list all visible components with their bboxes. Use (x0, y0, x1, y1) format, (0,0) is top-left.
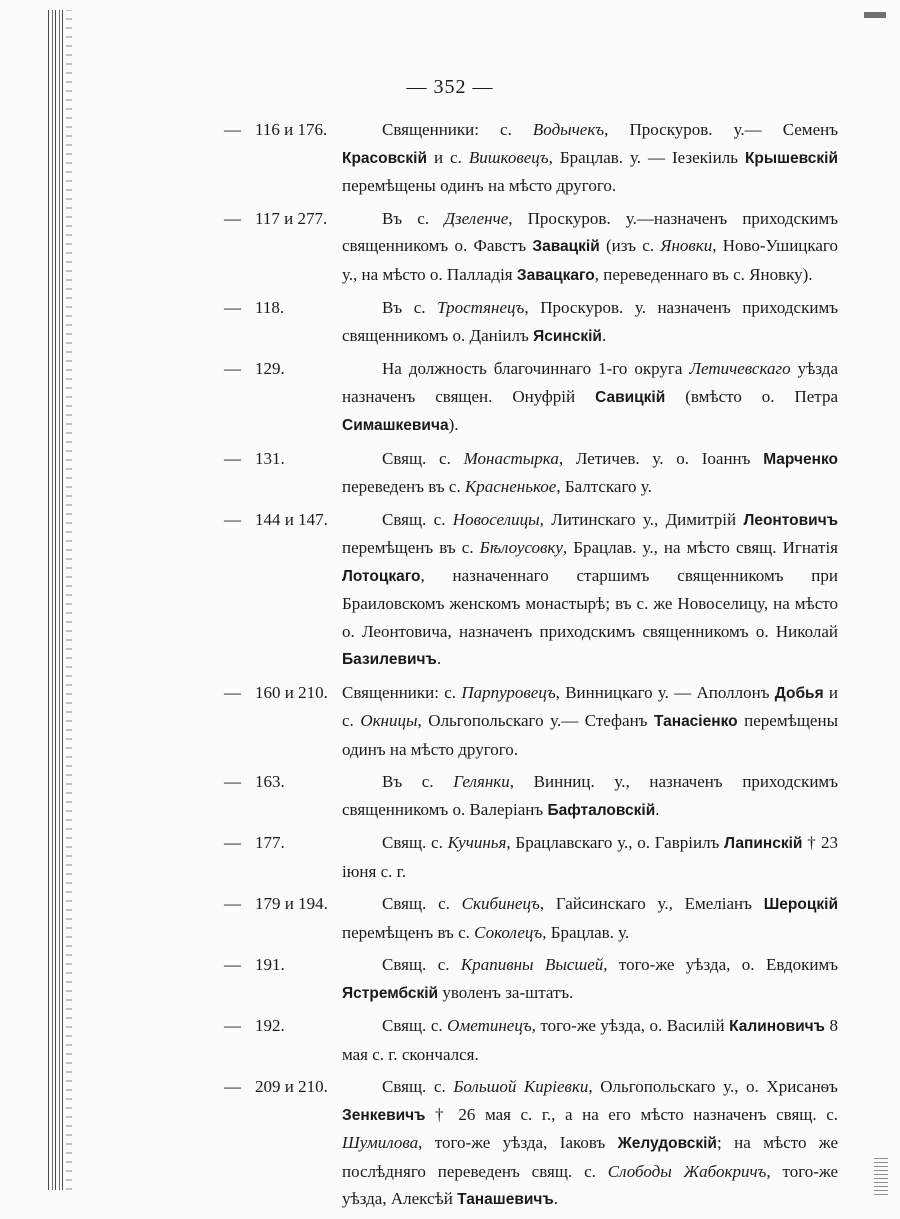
entry-number: 144 и 147. (255, 509, 328, 529)
text-segment: , Проскуров. у.— Семенъ (604, 120, 838, 139)
text-segment: Свящ. с. (382, 1016, 448, 1035)
text-segment: , Винниц. у., назначенъ приходскимъ священникомъ о. Валеріанъ (342, 772, 838, 819)
place-name: Гелянки (453, 772, 510, 791)
place-name: Яновки (660, 236, 713, 255)
entry-dash: — (224, 208, 241, 228)
entry (0, 205, 900, 290)
place-name: Крапивны Высшей (460, 955, 604, 974)
text-segment: , Брацлавскаго у., о. Гавріилъ (506, 833, 725, 852)
text-segment: , Летичев. у. о. Іоаннъ (558, 448, 764, 468)
entry-dash: — (224, 1077, 241, 1096)
surname: Красовскій (342, 149, 427, 167)
entry-number: 192. (255, 1016, 285, 1035)
entry-dash: — (224, 509, 241, 529)
text-segment: , того-же уѣзда, Алексѣй (342, 1161, 839, 1208)
surname: Леонтовичъ (743, 511, 838, 529)
surname: Желудовскій (617, 1135, 717, 1152)
surname: Танасіенко (654, 713, 738, 730)
text-segment: , Ново-Ушицкаго у., на мѣсто о. Палладія (342, 236, 838, 284)
entry (0, 890, 900, 946)
entry-text (342, 829, 838, 885)
place-name: Монастырка (463, 448, 559, 468)
entry (0, 951, 900, 1007)
text-segment: , того-же уѣзда, Іаковъ (418, 1133, 618, 1152)
place-name: Красненькое (464, 477, 557, 496)
place-name: Парпуровецъ (461, 682, 556, 702)
place-name: Кучинья (447, 833, 507, 852)
page-number: — 352 — (406, 76, 494, 98)
surname: Лотоцкаго (342, 567, 421, 585)
text-segment: Свящ. с. (382, 509, 453, 529)
entry-number: 118. (255, 298, 285, 317)
place-name: Соколецъ (474, 922, 543, 942)
entry (0, 116, 900, 200)
place-name: Новоселицы (452, 509, 540, 529)
surname: Ясинскій (533, 327, 602, 345)
place-name: Большой Кирiевки (453, 1077, 589, 1096)
text-segment: † 26 мая с. г., а на его мѣсто назначенъ свящ. с. (425, 1104, 838, 1124)
text-segment: уѣзда назначенъ священ. Онуфрій (342, 359, 838, 406)
text-segment: ; на мѣсто же послѣдняго переведенъ свящ. с. (342, 1133, 839, 1181)
text-segment: перемѣщены одинъ на мѣсто другого. (342, 176, 617, 195)
surname: Калиновичъ (729, 1018, 825, 1035)
entry-number: 179 и 194. (255, 894, 328, 913)
entry-number: 177. (255, 833, 285, 852)
text-segment: Свящ. с. (382, 955, 461, 974)
text-segment: (изъ с. (599, 236, 661, 255)
text-segment: перемѣщенъ въ с. (342, 922, 475, 942)
entry-text (342, 951, 838, 1007)
text-segment: , переведеннаго въ с. Яновку). (594, 264, 813, 284)
entry-text (342, 205, 838, 290)
text-segment: уволенъ за-штатъ. (438, 982, 574, 1002)
text-segment: Въ с. (382, 298, 438, 317)
text-segment: 8 мая с. г. скончался. (342, 1016, 838, 1064)
text-segment: , Проскуров. у. назначенъ приходскимъ священникомъ о. Даніилъ (342, 298, 838, 345)
text-segment: , Ольгопольскаго у.— Стефанъ (417, 711, 654, 730)
entry-number: 117 и 277. (255, 208, 328, 228)
text-segment: , Брацлав. у. — Іезекіиль (548, 147, 745, 167)
entry-text (342, 890, 838, 946)
text-segment: Священники: с. (342, 682, 462, 702)
entry-dash: — (224, 682, 241, 702)
entry (0, 1073, 900, 1214)
text-segment: . (655, 799, 660, 819)
entry-dash: — (224, 833, 241, 852)
text-segment: . (436, 649, 442, 668)
scan-mark (864, 12, 886, 18)
entry-text (342, 294, 838, 350)
surname: Лапинскій (724, 835, 803, 852)
entry (0, 1012, 900, 1068)
entry-number: 131. (255, 448, 285, 468)
place-name: Слободы Жабокричъ (607, 1161, 767, 1181)
text-segment: ). (448, 415, 459, 434)
entry-text (342, 1073, 838, 1214)
text-segment: , Литинскаго у., Димитрій (539, 509, 744, 529)
surname: Савицкій (595, 388, 666, 406)
surname: Зенкевичъ (342, 1106, 426, 1124)
entries-list (0, 116, 900, 1219)
surname: Бафталовскій (547, 801, 656, 819)
text-segment: Свящ. с. (382, 894, 462, 913)
entry-dash: — (224, 359, 241, 378)
entry-dash: — (224, 955, 241, 974)
place-name: Тростянецъ (437, 298, 525, 317)
entry-dash: — (224, 120, 241, 139)
text-segment: , Гайсинскаго у., Емеліанъ (539, 894, 764, 913)
text-segment: . (601, 325, 607, 345)
surname: Завацкаго (516, 266, 595, 284)
surname: Базилевичъ (342, 651, 437, 668)
entry (0, 829, 900, 885)
text-segment: На должность благочиннаго 1-го округа (382, 359, 690, 378)
text-segment: (вмѣсто о. Петра (665, 386, 838, 406)
surname: Шероцкій (763, 896, 838, 913)
text-segment: , назначеннаго старшимъ священникомъ при Браиловскомъ женскомъ монастырѣ; въ с. же Новоселицу, на мѣсто о. Леонтовича, назначенъ приходскимъ священникомъ о. Николай (342, 565, 838, 641)
entry-text (342, 768, 838, 824)
entry-number: 116 и 176. (255, 120, 328, 139)
entry (0, 445, 900, 501)
place-name: Бѣлоусовку (479, 538, 563, 557)
surname: Крышевскій (744, 149, 838, 167)
place-name: Летичевскаго (689, 359, 791, 378)
entry-text (342, 506, 838, 674)
text-segment: и с. (427, 147, 469, 167)
entry-text (342, 1012, 838, 1068)
text-segment: , того-же уѣзда, о. Василій (531, 1016, 730, 1035)
place-name: Ометинецъ (447, 1016, 532, 1035)
place-name: Водычекъ (532, 120, 605, 139)
text-segment: , Брацлав. у. (542, 922, 630, 942)
text-segment: Въ с. (382, 772, 454, 791)
entry (0, 506, 900, 674)
text-segment: переведенъ въ с. (342, 477, 465, 496)
place-name: Шумилова (342, 1133, 419, 1152)
text-segment: , Ольгопольскаго у., о. Хрисанѳъ (588, 1077, 838, 1096)
text-segment: перемѣщены одинъ на мѣсто другого. (342, 711, 838, 759)
surname: Марченко (763, 450, 838, 468)
text-segment: Свящ. с. (382, 833, 448, 852)
entry-dash: — (224, 894, 241, 913)
entry-number: 160 и 210. (255, 682, 328, 702)
text-segment: перемѣщенъ въ с. (342, 538, 480, 557)
entry-text (342, 355, 838, 440)
text-segment: Священники: с. (382, 120, 533, 139)
text-segment: , Брацлав. у., на мѣсто свящ. Игнатія (562, 538, 838, 557)
text-segment: Въ с. (382, 208, 445, 228)
entry-number: 191. (255, 955, 285, 974)
place-name: Окницы (360, 711, 418, 730)
entry-dash: — (224, 1016, 241, 1035)
place-name: Вишковецъ (468, 147, 549, 167)
entry (0, 679, 900, 764)
entry (0, 355, 900, 440)
text-segment: , того-же уѣзда, о. Евдокимъ (603, 955, 838, 974)
surname: Танашевичъ (457, 1191, 554, 1208)
surname: Завацкій (532, 238, 600, 255)
entry-text (342, 445, 838, 501)
entry (0, 768, 900, 824)
text-segment: Свящ. с. (382, 448, 464, 468)
entry-number: 209 и 210. (255, 1077, 328, 1096)
text-segment: и с. (342, 682, 838, 730)
entry-number: 163. (255, 772, 285, 791)
text-segment: , Винницкаго у. — Аполлонъ (555, 682, 775, 702)
text-segment: . (553, 1189, 558, 1208)
surname: Симашкевича (342, 417, 449, 434)
entry-number: 129. (255, 359, 285, 378)
text-segment: , Балтскаго у. (556, 477, 652, 496)
text-segment: † 23 іюня с. г. (342, 833, 839, 881)
entry-dash: — (224, 772, 241, 791)
entry-dash: — (224, 448, 241, 468)
place-name: Скибинецъ (461, 894, 540, 913)
surname: Ястрембскій (342, 984, 439, 1002)
entry-text (342, 116, 838, 200)
text-segment: Свящ. с. (382, 1077, 454, 1096)
entry-text (342, 679, 838, 764)
entry (0, 294, 900, 350)
place-name: Дзеленче (444, 208, 509, 228)
text-segment: , Проскуров. у.—назначенъ приходскимъ священникомъ о. Фавстъ (342, 208, 838, 255)
entry-dash: — (224, 298, 241, 317)
surname: Добья (774, 684, 824, 702)
